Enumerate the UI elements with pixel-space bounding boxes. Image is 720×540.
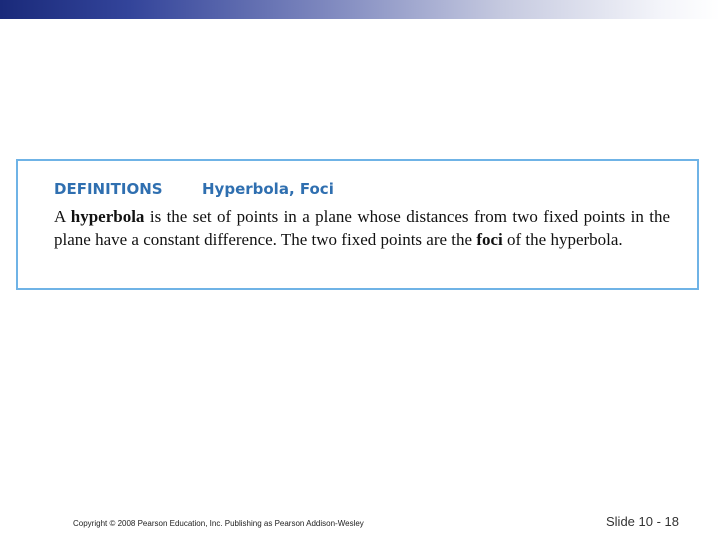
definition-text-part: A [54,207,71,226]
term-foci: foci [476,230,503,249]
definition-title: Hyperbola, Foci [202,180,334,198]
term-hyperbola: hyperbola [70,207,145,226]
definition-text-part: is the set of points in a plane whose distances from two fixed points in the plane have a constant difference. The two fixed points are the [54,207,671,249]
definition-header [54,180,334,198]
title-bar-gradient [0,0,720,19]
definition-text-part: of the hyperbola. [502,230,623,249]
definition-label: DEFINITIONS [54,180,163,198]
definition-text [54,205,670,251]
slide-number: Slide 10 - 18 [606,514,679,529]
copyright-notice: Copyright © 2008 Pearson Education, Inc. Publishing as Pearson Addison-Wesley [73,519,364,528]
definition-box [16,159,699,290]
